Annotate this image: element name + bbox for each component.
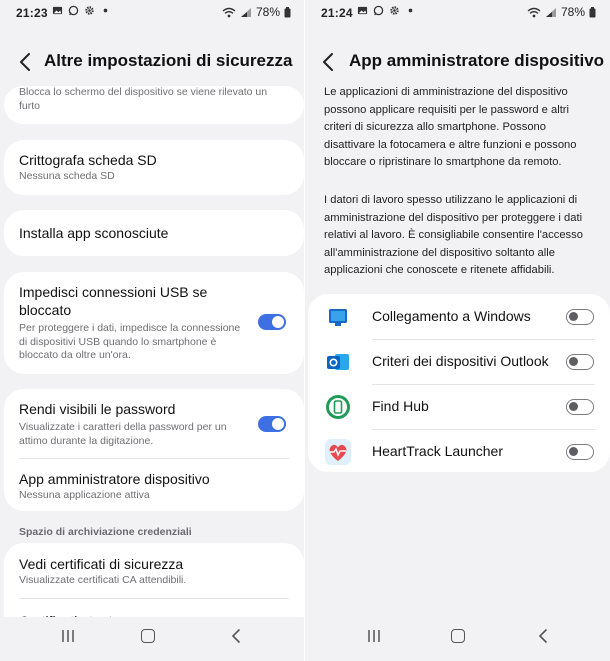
admin-description-1: Le applicazioni di amministrazione del dispositivo possono applicare requisiti per le password e altri criteri di sicurezza allo smartphone. Possono disattivare la fotocamera e altre funzioni e possono bloccare o ripristinare lo smartphone da remoto. bbox=[324, 86, 577, 169]
encrypt-sd-title: Crittografa scheda SD bbox=[19, 152, 157, 168]
security-group-card bbox=[4, 389, 304, 511]
wifi-icon bbox=[222, 7, 236, 18]
view-certificates-title: Vedi certificati di sicurezza bbox=[19, 556, 184, 572]
block-usb-subtitle: Per proteggere i dati, impedisce la connessione di dispositivi USB quando lo smartphone è bloccato da oltre un'ora. bbox=[19, 322, 241, 361]
navigation-bar bbox=[0, 617, 305, 661]
dot-icon bbox=[405, 5, 416, 16]
windows-link-icon bbox=[324, 303, 352, 331]
credentials-section-header: Spazio di archiviazione credenziali bbox=[19, 526, 192, 538]
show-passwords-subtitle: Visualizzate i caratteri della password per un attimo durante la digitazione. bbox=[19, 421, 227, 447]
page-title: App amministratore dispositivo bbox=[349, 51, 605, 70]
wifi-icon bbox=[527, 7, 541, 18]
device-admin-apps-item[interactable] bbox=[19, 470, 238, 503]
view-certificates-subtitle: Visualizzate certificati CA attendibili. bbox=[19, 574, 187, 586]
device-admin-subtitle: Nessuna applicazione attiva bbox=[19, 489, 150, 501]
nav-back-icon[interactable] bbox=[537, 628, 549, 644]
battery-percentage: 78% bbox=[560, 5, 585, 19]
encrypt-sd-subtitle: Nessuna scheda SD bbox=[19, 170, 115, 182]
theft-lock-card[interactable] bbox=[4, 86, 304, 124]
battery-icon bbox=[284, 7, 291, 18]
divider bbox=[19, 458, 289, 459]
recent-apps-icon[interactable] bbox=[61, 630, 75, 642]
show-passwords-item[interactable] bbox=[19, 400, 244, 448]
gallery-icon bbox=[52, 5, 63, 16]
battery-percentage: 78% bbox=[255, 5, 280, 19]
status-time: 21:23 bbox=[16, 6, 48, 20]
admin-description-2: I datori di lavoro spesso utilizzano le applicazioni di amministrazione del dispositivo per proteggere i dati relativi al lavoro. È consigliabile consentire l'accesso all'amministrazione del dispositivo soltanto alle applicazioni che conoscete e ritenete affidabili. bbox=[324, 194, 583, 277]
admin-app-name: Collegamento a Windows bbox=[372, 308, 531, 324]
show-passwords-toggle[interactable] bbox=[258, 416, 286, 432]
encrypt-sd-card-item[interactable] bbox=[4, 140, 304, 195]
divider bbox=[19, 598, 289, 599]
install-unknown-apps-item[interactable] bbox=[4, 210, 304, 256]
admin-app-toggle-outlook[interactable] bbox=[566, 354, 594, 370]
admin-app-name: Find Hub bbox=[372, 398, 429, 414]
nav-back-icon[interactable] bbox=[230, 628, 242, 644]
page-title: Altre impostazioni di sicurezza bbox=[44, 51, 293, 70]
show-passwords-title: Rendi visibili le password bbox=[19, 401, 176, 417]
view-certificates-item[interactable] bbox=[19, 555, 238, 588]
page-header bbox=[0, 48, 305, 76]
page-header bbox=[305, 48, 610, 76]
signal-icon bbox=[240, 7, 252, 18]
hearttrack-icon bbox=[324, 438, 352, 466]
admin-apps-card bbox=[308, 294, 610, 472]
gallery-icon bbox=[357, 5, 368, 16]
status-bar bbox=[0, 0, 305, 26]
block-usb-title: Impedisci connessioni USB se bloccato bbox=[19, 284, 208, 318]
whatsapp-icon bbox=[68, 5, 79, 16]
back-arrow-icon[interactable] bbox=[319, 50, 339, 74]
status-time: 21:24 bbox=[321, 6, 353, 20]
device-admin-title: App amministratore dispositivo bbox=[19, 471, 210, 487]
signal-icon bbox=[545, 7, 557, 18]
back-arrow-icon[interactable] bbox=[16, 50, 36, 74]
recent-apps-icon[interactable] bbox=[367, 630, 381, 642]
install-unknown-apps-title: Installa app sconosciute bbox=[19, 225, 169, 241]
admin-app-toggle-find-hub[interactable] bbox=[566, 399, 594, 415]
admin-app-name: Criteri dei dispositivi Outlook bbox=[372, 353, 549, 369]
outlook-icon bbox=[324, 348, 352, 376]
home-icon[interactable] bbox=[451, 629, 465, 643]
admin-app-row-hearttrack[interactable] bbox=[308, 430, 610, 474]
theft-lock-subtitle: Blocca lo schermo del dispositivo se viene rilevato un furto bbox=[19, 86, 268, 112]
block-usb-item[interactable] bbox=[4, 272, 304, 374]
admin-app-row-find-hub[interactable] bbox=[308, 385, 610, 429]
admin-app-toggle-hearttrack[interactable] bbox=[566, 444, 594, 460]
admin-app-row-outlook[interactable] bbox=[308, 340, 610, 384]
status-bar bbox=[305, 0, 610, 26]
home-icon[interactable] bbox=[141, 629, 155, 643]
dot-icon bbox=[100, 5, 111, 16]
whatsapp-icon bbox=[373, 5, 384, 16]
navigation-bar bbox=[305, 617, 610, 661]
admin-app-row-windows[interactable] bbox=[308, 295, 610, 339]
block-usb-toggle[interactable] bbox=[258, 314, 286, 330]
admin-app-toggle-windows[interactable] bbox=[566, 309, 594, 325]
right-screen bbox=[305, 0, 610, 661]
find-hub-icon bbox=[324, 393, 352, 421]
battery-icon bbox=[589, 7, 596, 18]
settings-gear-icon bbox=[84, 5, 95, 16]
settings-gear-icon bbox=[389, 5, 400, 16]
admin-app-name: HeartTrack Launcher bbox=[372, 443, 503, 459]
